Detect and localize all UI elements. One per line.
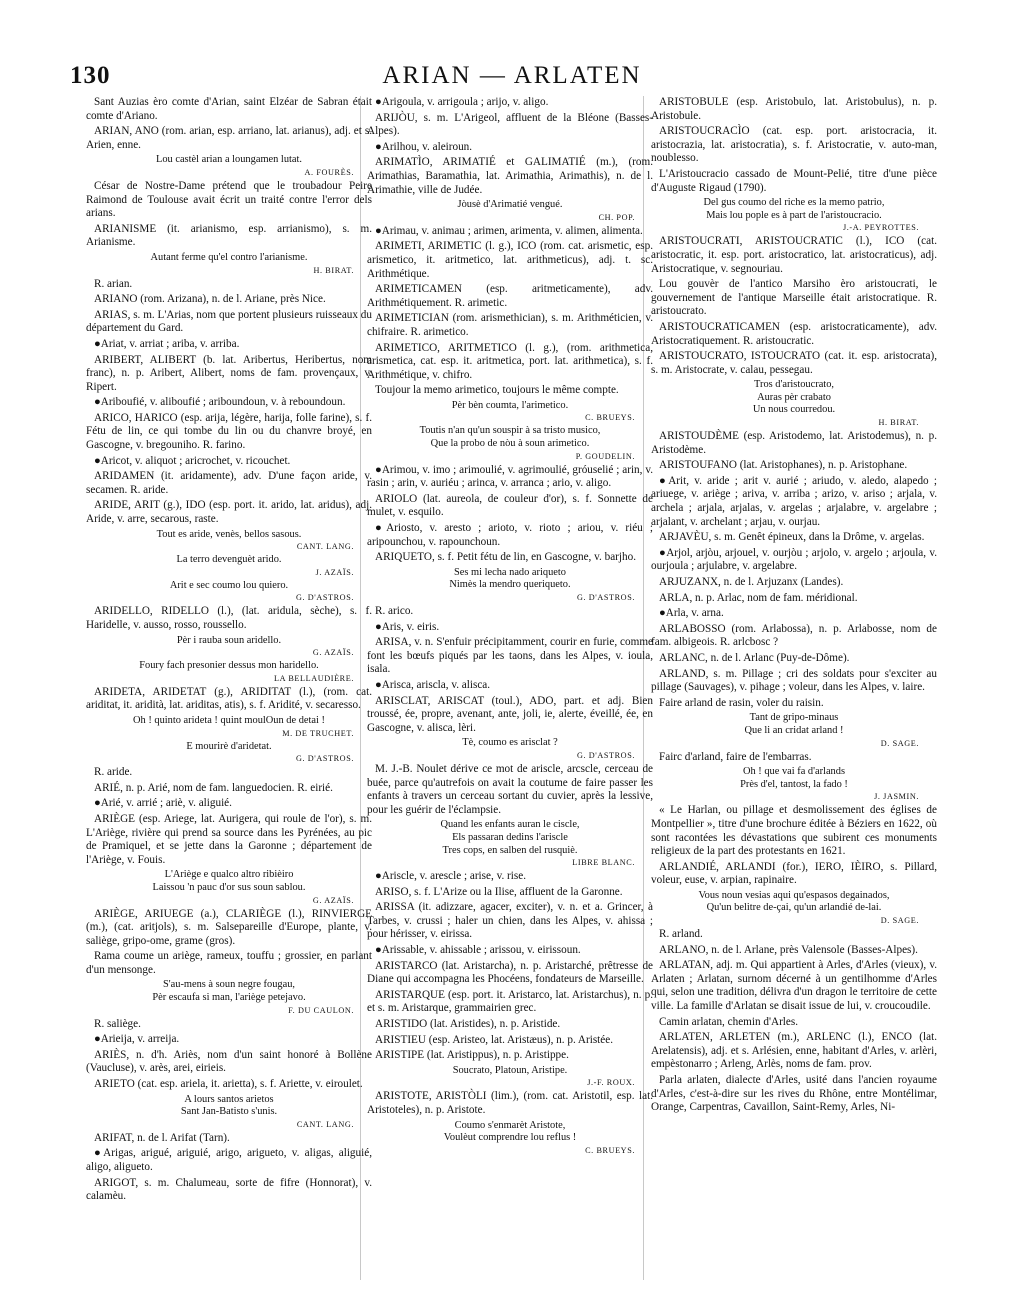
dictionary-entry: ●Arissable, v. ahissable ; arissou, v. eirissoun. <box>375 944 581 957</box>
dictionary-entry: ARISTOUCRATICAMEN (esp. aristocraticamente), adv. Aristocratiquement. R. aristoucratic. <box>651 320 937 347</box>
dictionary-entry: ARISTOUCRATO, ISTOUCRATO (cat. it. esp. aristocrata), s. m. Aristocrate, v. calau, pessegau. <box>651 350 937 376</box>
dictionary-entry: ●Arimau, v. animau ; arimen, arimenta, v. alimen, alimenta. <box>375 224 643 237</box>
citation-quote: Tè, coumo es arisclat ? <box>462 737 558 749</box>
dictionary-entry: ●Arla, v. arna. <box>659 607 724 620</box>
dictionary-entry: ARLATEN, ARLETEN (m.), ARLENC (l.), ENCO (lat. Arelatensis), adj. et s. Arlésien, enne, habitant d'Arles, v. arlèri, empèstonarro ; Arleng, Arlès, noms de fam. prov. <box>651 1031 937 1071</box>
dictionary-entry: ARIMETICIAN (rom. arismethician), s. m. Arithméticien, v. chifraire. R. arimetico. <box>367 312 653 338</box>
column-left <box>86 96 372 1206</box>
dictionary-entry: ●Arigoula, v. arrigoula ; arijo, v. aligo. <box>375 96 549 108</box>
citation-quote: La terro devenguèt arido. <box>176 554 282 566</box>
dictionary-entry: ●Ariat, v. arriat ; ariba, v. arriba. <box>94 337 240 350</box>
citation-author: A. FOURÈS. <box>304 167 354 177</box>
citation-author: D. SAGE. <box>880 916 919 926</box>
citation-author: F. DU CAULON. <box>288 1005 354 1015</box>
dictionary-entry: ●Arieija, v. arreija. <box>94 1033 180 1046</box>
citation-quote: Vous noun vesias aqui qu'espasos degainados, Qu'un belitre de-çai, qu'un arlandié de-lai. <box>698 889 890 914</box>
citation-author: M. DE TRUCHET. <box>282 728 354 738</box>
dictionary-entry: Lou gouvèr de l'antico Marsiho èro aristoucrati, le gouvernement de l'antique Marseille était aristocratique. R. aristoucrato. <box>651 278 937 318</box>
dictionary-entry: ●Arilhou, v. aleiroun. <box>375 140 473 153</box>
dictionary-entry: ARIFAT, n. de l. Arifat (Tarn). <box>94 1131 230 1144</box>
dictionary-entry: ARLATAN, adj. m. Qui appartient à Arles, d'Arles (vieux), v. Arlaten ; Arlatan, surnom décerné à un gentilhomme d'Arles qui, selon une tradition, délivra d'un dragon le territoire de cette ville. La famille d'Arlatan se disait issue de lui, v. croucoudile. <box>651 959 937 1013</box>
dictionary-entry: ARIMETICO, ARITMETICO (l. g.), (rom. arithmetica, arismetica, cat. esp. it. aritmetica, port. lat. arithmetica), s. f. Arithmétique, v. chifro. <box>367 341 653 381</box>
dictionary-entry: ARISTIPE (lat. Aristippus), n. p. Aristippe. <box>375 1049 569 1062</box>
citation-quote: Soucrato, Platoun, Aristipe. <box>452 1064 568 1076</box>
dictionary-entry: R. arland. <box>659 928 703 941</box>
dictionary-entry: ARIÈGE (esp. Ariege, lat. Aurigera, qui roule de l'or), s. m. L'Ariège, rivière qui prend sa source dans les Pyrénées, au pic de Pramiquel, et se jette dans la Garonne ; département de l'Ariège, v. Fouis. <box>86 812 372 866</box>
dictionary-entry: ●Ariosto, v. aresto ; arioto, v. rioto ; ariou, v. riéu ; aripounchou, v. rapounchoun. <box>367 522 653 548</box>
dictionary-entry: R. arico. <box>375 605 414 617</box>
dictionary-entry: Camin arlatan, chemin d'Arles. <box>659 1015 799 1028</box>
citation-author: J. AZAÏS. <box>315 567 354 577</box>
dictionary-entry: ARIÈS, n. d'h. Ariès, nom d'un saint honoré à Bollène (Vaucluse), v. arès, arei, eirieis. <box>86 1048 372 1075</box>
dictionary-entry: ARIJÒU, s. m. L'Arigeol, affluent de la Bléone (Basses-Alpes). <box>367 111 653 138</box>
dictionary-entry: ARLANC, n. de l. Arlanc (Puy-de-Dôme). <box>659 651 850 664</box>
citation-author: H. BIRAT. <box>313 265 354 275</box>
citation-author: CANT. LANG. <box>296 1119 354 1129</box>
dictionary-entry: ARLANO, n. de l. Arlane, près Valensole (Basses-Alpes). <box>659 943 918 956</box>
citation-quote: Oh ! quinto arideta ! quint moulOun de detai ! <box>133 714 325 726</box>
citation-quote: Lou castèl arian a loungamen lutat. <box>156 154 302 166</box>
dictionary-entry: ARISTOTE, ARISTÒLI (lim.), (rom. cat. Aristotil, esp. lat. Aristoteles), n. p. Aristote. <box>367 1090 653 1116</box>
dictionary-entry: R. arian. <box>94 277 133 290</box>
dictionary-entry: ARIETO (cat. esp. ariela, it. arietta), s. f. Ariette, v. eiroulet. <box>94 1078 363 1091</box>
citation-quote: Jòusè d'Arimatié vengué. <box>457 199 563 211</box>
dictionary-entry: ARLAND, s. m. Pillage ; cri des soldats pour s'exciter au pillage (Sauvages), v. pihage ; voleur, dans les Alpes, v. laire. <box>651 667 937 694</box>
citation-quote: Foury fach presonier dessus mon haridello. <box>139 660 319 672</box>
dictionary-entry: ARIGOT, s. m. Chalumeau, sorte de fifre (Honnorat), v. calamèu. <box>86 1176 372 1203</box>
citation-quote: Tros d'aristoucrato, Auras pèr crabato Un nous courredou. <box>752 379 836 416</box>
column-right <box>651 96 937 1117</box>
citation-quote: Coumo s'enmarèt Aristote, Voulèut comprendre lou reflus ! <box>443 1119 577 1144</box>
citation-quote: Oh ! que vai fa d'arlands Près d'el, tantost, la fado ! <box>740 766 848 790</box>
citation-author: G. AZAÏS. <box>312 648 354 658</box>
dictionary-entry: ARIQUETO, s. f. Petit fétu de lin, en Gascogne, v. barjho. <box>375 551 636 564</box>
dictionary-entry: ARIMETI, ARIMETIC (l. g.), ICO (rom. cat. arismetic, esp. arismetico, it. aritmetico, lat. arithmeticus), adj. t. sc. Arithmétique. <box>367 240 653 280</box>
citation-quote: E mourirè d'aridetat. <box>186 740 272 752</box>
citation-author: LIBRE BLANC. <box>572 858 635 868</box>
citation-author: G. D'ASTROS. <box>295 593 354 603</box>
dictionary-entry: ARISTOUFANO (lat. Aristophanes), n. p. Aristophane. <box>659 459 908 472</box>
citation-author: C. BRUEYS. <box>585 1145 635 1155</box>
citation-quote: Pèr i rauba soun aridello. <box>176 634 282 646</box>
citation-quote: Quand les enfants auran le ciscle, Els passaran dedins l'ariscle Tres cops, en salben del rusquiè. <box>440 819 580 856</box>
dictionary-entry: ARLANDIÉ, ARLANDI (for.), IERO, IÈIRO, s. Pillard, voleur, euse, v. arpian, rapinaire. <box>651 860 937 887</box>
dictionary-entry: ●Arimou, v. imo ; arimoulié, v. agrimoulié, gróuselié ; arin, v. rasin ; arin, v. auriéu ; arinca, v. arranca ; ario, v. aligo. <box>367 463 653 490</box>
citation-author: LA BELLAUDIÈRE. <box>274 673 354 683</box>
citation-author: G. D'ASTROS. <box>295 754 354 764</box>
dictionary-entry: Faire arland de rasin, voler du raisin. <box>659 696 824 709</box>
citation-quote: S'au-mens à soun negre fougau, Pèr escaufa si man, l'ariège petejavo. <box>152 979 306 1004</box>
citation-author: J. JASMIN. <box>874 792 919 802</box>
dictionary-entry: ARLA, n. p. Arlac, nom de fam. méridional. <box>659 591 858 604</box>
citation-author: D. SAGE. <box>880 738 919 748</box>
dictionary-entry: ●Ariscle, v. arescle ; arise, v. rise. <box>375 870 526 883</box>
citation-quote: L'Ariège e qualco altro ribièiro Laissou 'n pauc d'or sus soun sablou. <box>152 869 306 893</box>
dictionary-entry: ARIDE, ARIT (g.), IDO (esp. port. it. arido, lat. aridus), adj. Aride, v. arre, secarous, raste. <box>86 499 372 526</box>
citation-quote: Ses mi lecha nado ariqueto Nimès la mendro queriqueto. <box>449 566 571 591</box>
citation-quote: Toutis n'an qu'un souspir à sa tristo musico, Que la probo de nòu à soun arimetico. <box>419 425 601 450</box>
dictionary-entry: « Le Harlan, ou pillage et desmolissement des églises de Montpellier », titre d'une brochure éditée à Béziers en 1622, où sont racontées les dévastations que subirent ces monuments religieux de la part des protestants en 1621. <box>651 804 937 858</box>
dictionary-entry: ARIANO (rom. Arizana), n. de l. Ariane, près Nice. <box>94 293 326 306</box>
dictionary-entry: ARIDELLO, RIDELLO (l.), (lat. aridula, sèche), s. f. Haridelle, v. ausso, rosso, roussello. <box>86 605 372 631</box>
dictionary-entry: ARIDETA, ARIDETAT (g.), ARIDITAT (l.), (rom. cat. ariditat, it. aridità, lat. ariditas, atis), s. f. Aridité, v. secaresso. <box>86 685 372 712</box>
dictionary-entry: ●Aris, v. eiris. <box>375 620 440 633</box>
dictionary-entry: ARIOLO (lat. aureola, de couleur d'or), s. f. Sonnette de mulet, v. esquilo. <box>367 492 653 519</box>
page-number: 130 <box>70 62 111 89</box>
column-middle <box>367 96 653 1158</box>
dictionary-entry: ●Arisca, ariscla, v. alisca. <box>375 678 491 691</box>
dictionary-entry: ARIBERT, ALIBERT (b. lat. Aribertus, Heribertus, nom franc), n. p. Aribert, Alibert, noms de fam. provençaux, v. Ripert. <box>86 353 372 393</box>
dictionary-entry: ●Arié, v. arrié ; ariè, v. aliguié. <box>94 797 232 810</box>
dictionary-entry: ARISO, s. f. L'Arize ou la Ilise, affluent de la Garonne. <box>375 885 623 898</box>
dictionary-entry: ARIAS, s. m. L'Arias, nom que portent plusieurs ruisseaux du département du Gard. <box>86 308 372 335</box>
dictionary-entry: Rama coume un ariège, rameux, touffu ; grossier, en parlant d'un mensonge. <box>86 950 372 976</box>
dictionary-entry: Parla arlaten, dialecte d'Arles, usité dans l'ancien royaume d'Arles, c'est-à-dire sur les rives du Rhône, entre Montélimar, Orange, Carpentras, Cavaillon, Saint-Remy, Arles, Ni- <box>651 1074 937 1114</box>
dictionary-entry: ARJAVÈU, s. m. Genêt épineux, dans la Drôme, v. argelas. <box>659 531 925 544</box>
dictionary-entry: M. J.-B. Noulet dérive ce mot de ariscle, arcscle, cerceau de buée, parce qu'autrefois on avait la coutume de faire passer les enfants à travers un cerceau sortant du cuvier, après la lessive, pour les guérir de l'éclampsie. <box>367 762 653 816</box>
citation-author: CANT. LANG. <box>296 542 354 552</box>
dictionary-entry: ARISTOUCRACÌO (cat. esp. port. aristocracia, it. aristocrazia, lat. aristocratia), s. f. Aristocratie, v. auto-man, noublesso. <box>651 125 937 165</box>
citation-quote: Tout es aride, venès, bellos sasous. <box>156 528 302 540</box>
dictionary-entry: ARISTOUCRATI, ARISTOUCRATIC (l.), ICO (cat. aristocratic, it. esp. port. aristocratico, lat. aristocraticus), adj. Aristocratique, v. segnouriau. <box>651 235 937 275</box>
dictionary-entry: ●Arjol, arjòu, arjouel, v. ourjòu ; arjolo, v. argelo ; arjoula, v. ourjoula ; arjulabre, v. argelabre. <box>651 546 937 573</box>
dictionary-entry: ●Arigas, arigué, ariguié, arigo, arigueto, v. aligas, aliguié, aligo, aligueto. <box>86 1147 372 1173</box>
dictionary-entry: ARIÉ, n. p. Arié, nom de fam. languedocien. R. eirié. <box>94 781 333 794</box>
dictionary-entry: César de Nostre-Dame prétend que le troubadour Peire Raimond de Toulouse avait écrit un traité contre l'error dels arians. <box>86 179 372 220</box>
citation-author: H. BIRAT. <box>878 418 919 428</box>
dictionary-entry: ARISTOUDÈME (esp. Aristodemo, lat. Aristodemus), n. p. Aristodème. <box>651 430 937 456</box>
citation-author: G. D'ASTROS. <box>576 750 635 760</box>
dictionary-entry: ARISTIDO (lat. Aristides), n. p. Aristide. <box>375 1018 561 1031</box>
dictionary-entry: Toujour la memo arimetico, toujours le même compte. <box>375 384 619 397</box>
dictionary-entry: Fairc d'arland, faire de l'embarras. <box>659 750 812 763</box>
dictionary-entry: ARIAN, ANO (rom. arian, esp. arriano, lat. arianus), adj. et s. Arien, enne. <box>86 125 372 151</box>
dictionary-entry: ARIMETICAMEN (esp. aritmeticamente), adv. Arithmétiquement. R. arimetic. <box>367 283 653 309</box>
citation-author: CH. POP. <box>598 212 635 222</box>
dictionary-entry: ARISTARCO (lat. Aristarcha), n. p. Aristarché, prêtresse de Diane qui accompagna les Phocéens, fondateurs de Marseille. <box>367 959 653 986</box>
dictionary-entry: ARIMATÌO, ARIMATIÉ et GALIMATIÉ (m.), (rom. Arimathias, Baramathia, lat. Arimathia, Arimathis), n. de l. Arimathie, ville de Judée. <box>367 156 653 196</box>
dictionary-entry: ARIANISME (it. arianismo, esp. arrianismo), s. m. Arianisme. <box>86 222 372 249</box>
dictionary-entry: ARIDAMEN (it. aridamente), adv. D'une façon aride, v. secamen. R. aride. <box>86 470 372 496</box>
citation-author: G. D'ASTROS. <box>576 593 635 602</box>
dictionary-entry: ARISTIEU (esp. Aristeo, lat. Aristæus), n. p. Aristée. <box>375 1033 614 1046</box>
dictionary-entry: ARISSA (it. adizzare, agacer, exciter), v. n. et a. Grincer, à Tarbes, v. crussi ; haler un chien, dans les Alpes, v. ahissa ; pour hérisser, v. eirissa. <box>367 901 653 941</box>
dictionary-entry: ARLABOSSO (rom. Arlabossa), n. p. Arlabosse, nom de fam. albigeois. R. arlcbosc ? <box>651 622 937 649</box>
dictionary-entry: ARJUZANX, n. de l. Arjuzanx (Landes). <box>659 576 844 588</box>
citation-author: P. GOUDELIN. <box>575 451 635 461</box>
citation-quote: Del gus coumo del riche es la memo patrio, Mais lou pople es à part de l'aristoucracio. <box>703 197 885 221</box>
dictionary-entry: Sant Auzias èro comte d'Arian, saint Elzéar de Sabran était comte d'Ariano. <box>86 96 372 122</box>
dictionary-entry: L'Aristoucracio cassado de Mount-Pelié, titre d'une pièce d'Auguste Rigaud (1790). <box>651 167 937 194</box>
dictionary-entry: R. aride. <box>94 766 133 779</box>
running-head: ARIAN — ARLATEN <box>382 62 642 89</box>
citation-quote: Autant ferme qu'el contro l'arianisme. <box>150 251 308 263</box>
dictionary-entry: ●Aricot, v. aliquot ; aricrochet, v. ricouchet. <box>94 454 291 467</box>
dictionary-entry: ARIÈGE, ARIUEGE (a.), CLARIÈGE (l.), RINVIERGE (m.), (cat. aritjols), s. m. Salsepareille d'Europe, plante, v. saliège, gripo-ome, grame (gros). <box>86 907 372 947</box>
citation-quote: Arit e sec coumo lou quiero. <box>169 579 289 591</box>
citation-quote: Pèr bèn coumta, l'arimetico. <box>451 399 569 411</box>
dictionary-entry: ARISCLAT, ARISCAT (toul.), ADO, part. et adj. Bien troussé, ée, propre, avenant, ante, joli, ie, alerte, éveillé, ée, en Gascogne, v. alisca, lèri. <box>367 694 653 734</box>
citation-quote: Tant de gripo-minaus Que li an cridat arland ! <box>744 712 844 736</box>
citation-quote: A lours santos arietos Sant Jan-Batisto s'unis. <box>180 1093 278 1118</box>
dictionary-entry: ARISA, v. n. S'enfuir précipitamment, courir en furie, comme font les bœufs piqués par les taons, dans les Alpes, v. ioula, isala. <box>367 636 653 676</box>
dictionary-entry: ●Arit, v. aride ; arit v. aurié ; ariudo, v. aledo, alapedo ; ariuege, v. ariège ; ariva, v. arriba ; arizo, v. ariso ; arjala, v. archela ; arjala, arjalas, v. argelas ; arjalabre, v. argelabre ; arjalant, v. archelant ; arjau, v. ourjau. <box>651 474 937 528</box>
dictionary-entry: ●Ariboufié, v. aliboufié ; ariboundoun, v. à reboundoun. <box>94 396 346 409</box>
citation-author: G. AZAÏS. <box>312 895 354 905</box>
citation-author: J.-F. ROUX. <box>587 1078 635 1088</box>
citation-author: C. BRUEYS. <box>585 413 635 423</box>
dictionary-entry: ARICO, HARICO (esp. arija, légère, harija, folle farine), s. f. Fétu de lin, ce qui tombe du lin ou du chanvre broyé, en Gascogne, v. bregouniho. R. farino. <box>86 411 372 452</box>
dictionary-entry: ARISTOBULE (esp. Aristobulo, lat. Aristobulus), n. p. Aristobule. <box>651 96 937 122</box>
citation-author: J.-A. PEYROTTES. <box>842 223 919 233</box>
dictionary-entry: ARISTARQUE (esp. port. it. Aristarco, lat. Aristarchus), n. p. et s. m. Aristarque, grammairien grec. <box>367 988 653 1015</box>
dictionary-entry: R. saliège. <box>94 1017 141 1030</box>
